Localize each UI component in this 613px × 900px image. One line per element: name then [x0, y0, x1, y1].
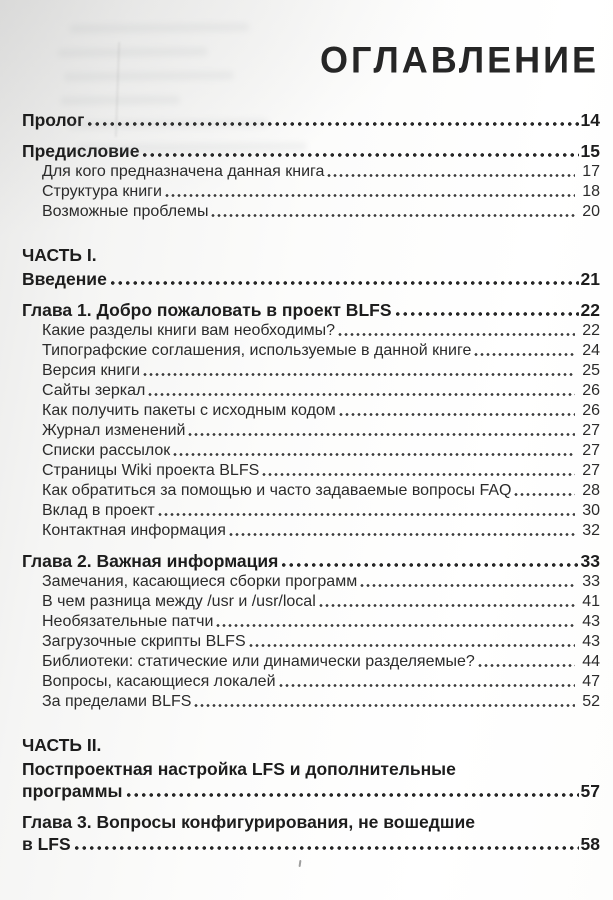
- toc-entry-page: 26: [582, 402, 600, 419]
- toc-entry-label: Возможные проблемы: [42, 203, 209, 220]
- toc-entry-page: 26: [582, 382, 600, 399]
- dot-leader: [141, 140, 578, 162]
- toc-entry-label: Сайты зеркал: [42, 382, 146, 399]
- toc-entry: [22, 109, 600, 131]
- dot-leader: [215, 612, 575, 632]
- toc-entry-page: 43: [582, 633, 600, 650]
- toc-entry: [22, 632, 600, 652]
- toc-entry-row: [42, 361, 600, 381]
- toc-entry-row: [22, 550, 600, 572]
- toc-entry-page: 20: [582, 203, 600, 220]
- dot-leader: [187, 421, 575, 441]
- toc-entry-label: Предисловие: [22, 141, 140, 161]
- toc-entry-page: 52: [582, 693, 600, 710]
- toc-entry-label: Для кого предназначена данная книга: [42, 163, 325, 180]
- toc-entry-row: [42, 592, 600, 612]
- toc-entry: [22, 572, 600, 592]
- toc-entry: [22, 501, 600, 521]
- toc-entry-page: 25: [582, 362, 600, 379]
- toc-entry-row: [42, 481, 600, 501]
- toc-entry-row: [42, 162, 600, 182]
- toc-entry: [22, 182, 600, 202]
- toc-entry-row: [42, 381, 600, 401]
- dot-leader: [228, 521, 575, 541]
- toc-entry-page: 22: [582, 322, 600, 339]
- toc-entry-row: [42, 441, 600, 461]
- dot-leader: [125, 780, 579, 802]
- toc-entry-label: Введение: [22, 269, 107, 289]
- toc-entry-row: [22, 299, 600, 321]
- toc-entry-label: Вопросы, касающиеся локалей: [42, 673, 276, 690]
- toc-entry-label: Глава 2. Важная информация: [22, 551, 279, 571]
- toc-entry: [22, 758, 600, 802]
- toc-entries: [22, 109, 600, 855]
- dot-leader: [326, 162, 575, 182]
- toc-entry-page: 28: [582, 482, 600, 499]
- toc-entry-label: Библиотеки: статические или динамически разделяемые?: [42, 653, 475, 670]
- toc-entry: [22, 550, 600, 572]
- toc-entry-page: 47: [582, 673, 600, 690]
- dot-leader: [513, 481, 575, 501]
- toc-entry-row: [22, 833, 600, 855]
- toc-entry-label: Контактная информация: [42, 522, 226, 539]
- dot-leader: [278, 672, 575, 692]
- dot-leader: [394, 299, 579, 321]
- toc-entry-row: [42, 521, 600, 541]
- toc-entry-label: Вклад в проект: [42, 502, 155, 519]
- toc-entry-page: 44: [582, 653, 600, 670]
- toc-entry: [22, 461, 600, 481]
- toc-entry-row: [22, 244, 600, 266]
- toc-entry: [22, 441, 600, 461]
- toc-entry-label: Загрузочные скрипты BLFS: [42, 633, 246, 650]
- toc-entry: [22, 652, 600, 672]
- toc-entry-label: Типографские соглашения, используемые в данной книге: [42, 342, 472, 359]
- dot-leader: [164, 182, 575, 202]
- toc-entry: [22, 612, 600, 632]
- toc-entry-row: [22, 780, 600, 802]
- toc-entry-row: [42, 692, 600, 712]
- toc-entry-row: [22, 268, 600, 290]
- dot-leader: [157, 501, 575, 521]
- toc-entry-page: 43: [582, 613, 600, 630]
- toc-entry-label: Глава 3. Вопросы конфигурирования, не вошедшие: [22, 812, 475, 832]
- toc-entry-page: 14: [580, 110, 600, 130]
- toc-entry: [22, 268, 600, 290]
- toc-entry-label: Как обратиться за помощью и часто задаваемые вопросы FAQ: [42, 482, 512, 499]
- dot-leader: [473, 341, 575, 361]
- dot-leader: [477, 652, 575, 672]
- toc-entry-row: [42, 401, 600, 421]
- dot-leader: [318, 592, 575, 612]
- toc-entry-page: 22: [580, 300, 600, 320]
- toc-entry-label: Замечания, касающиеся сборки программ: [42, 573, 358, 590]
- dot-leader: [142, 361, 575, 381]
- toc-entry-label: ЧАСТЬ II.: [22, 735, 102, 755]
- toc-entry-page: 21: [580, 269, 600, 289]
- toc-entry-label: программы: [22, 781, 123, 801]
- toc-entry-page: 57: [580, 781, 600, 801]
- toc-entry-page: 32: [582, 522, 600, 539]
- toc-entry: [22, 734, 600, 756]
- toc-entry-row: [22, 109, 600, 131]
- toc-entry-label: Страницы Wiki проекта BLFS: [42, 462, 260, 479]
- toc-entry-row: [22, 811, 600, 833]
- toc-entry-row: [42, 321, 600, 341]
- toc-entry: [22, 481, 600, 501]
- toc-entry-label: Глава 1. Добро пожаловать в проект BLFS: [22, 300, 392, 320]
- toc-entry-row: [42, 202, 600, 222]
- toc-entry: [22, 672, 600, 692]
- toc-entry-row: [22, 140, 600, 162]
- toc-entry-row: [42, 672, 600, 692]
- toc-entry-page: 17: [582, 163, 600, 180]
- toc-entry-label: Структура книги: [42, 183, 162, 200]
- toc-entry: [22, 421, 600, 441]
- toc-entry: [22, 321, 600, 341]
- dot-leader: [109, 268, 579, 290]
- dot-leader: [338, 401, 575, 421]
- dot-leader: [172, 441, 575, 461]
- toc-entry: [22, 341, 600, 361]
- toc-entry: [22, 521, 600, 541]
- toc-entry-label: Версия книги: [42, 362, 141, 379]
- toc-entry-page: 33: [582, 573, 600, 590]
- toc-entry-row: [42, 182, 600, 202]
- dot-leader: [337, 321, 575, 341]
- toc-entry-row: [22, 734, 600, 756]
- dot-leader: [261, 461, 575, 481]
- toc-entry: [22, 140, 600, 162]
- toc-entry-row: [42, 572, 600, 592]
- toc-entry: [22, 162, 600, 182]
- toc-entry-row: [42, 652, 600, 672]
- toc-entry-page: 15: [580, 141, 600, 161]
- dot-leader: [193, 692, 575, 712]
- toc-entry-page: 30: [582, 502, 600, 519]
- toc-entry-row: [22, 758, 600, 780]
- toc-entry-label: Пролог: [22, 110, 85, 130]
- dot-leader: [73, 833, 579, 855]
- toc-entry: [22, 244, 600, 266]
- toc-entry: [22, 401, 600, 421]
- dot-leader: [248, 632, 575, 652]
- toc-entry-row: [42, 341, 600, 361]
- page-title: ОГЛАВЛЕНИЕ: [319, 38, 599, 81]
- toc-entry: [22, 299, 600, 321]
- toc-entry: [22, 811, 600, 855]
- dot-leader: [86, 109, 578, 131]
- toc-entry-row: [42, 612, 600, 632]
- toc-entry-label: Списки рассылок: [42, 442, 171, 459]
- toc-entry: [22, 592, 600, 612]
- dot-leader: [280, 550, 578, 572]
- toc-entry-label: В чем разница между /usr и /usr/local: [42, 593, 316, 610]
- toc-entry-label: Журнал изменений: [42, 422, 186, 439]
- toc-entry-row: [42, 421, 600, 441]
- toc-entry-page: 27: [582, 422, 600, 439]
- dot-leader: [210, 202, 575, 222]
- toc-entry-page: 27: [582, 442, 600, 459]
- dot-leader: [147, 381, 575, 401]
- toc-entry-row: [42, 632, 600, 652]
- toc-entry-label: Необязательные патчи: [42, 613, 214, 630]
- toc-entry-page: 27: [582, 462, 600, 479]
- toc-entry: [22, 692, 600, 712]
- toc-entry-row: [42, 461, 600, 481]
- toc-entry-page: 33: [580, 551, 600, 571]
- toc-entry-label: Как получить пакеты с исходным кодом: [42, 402, 336, 419]
- toc-entry-label: в LFS: [22, 834, 71, 854]
- toc-entry-page: 41: [582, 593, 600, 610]
- dot-leader: [359, 572, 575, 592]
- toc-entry-label: Какие разделы книги вам необходимы?: [42, 322, 336, 339]
- toc-entry: [22, 361, 600, 381]
- toc-entry-label: ЧАСТЬ I.: [22, 245, 97, 265]
- scan-speck: [299, 860, 302, 867]
- toc-entry-label: За пределами BLFS: [42, 693, 192, 710]
- toc-entry-label: Постпроектная настройка LFS и дополнительные: [22, 759, 456, 779]
- toc-entry-page: 24: [582, 342, 600, 359]
- toc-entry-row: [42, 501, 600, 521]
- toc-entry-page: 18: [582, 183, 600, 200]
- toc-entry: [22, 381, 600, 401]
- toc-entry-page: 58: [580, 834, 600, 854]
- toc-entry: [22, 202, 600, 222]
